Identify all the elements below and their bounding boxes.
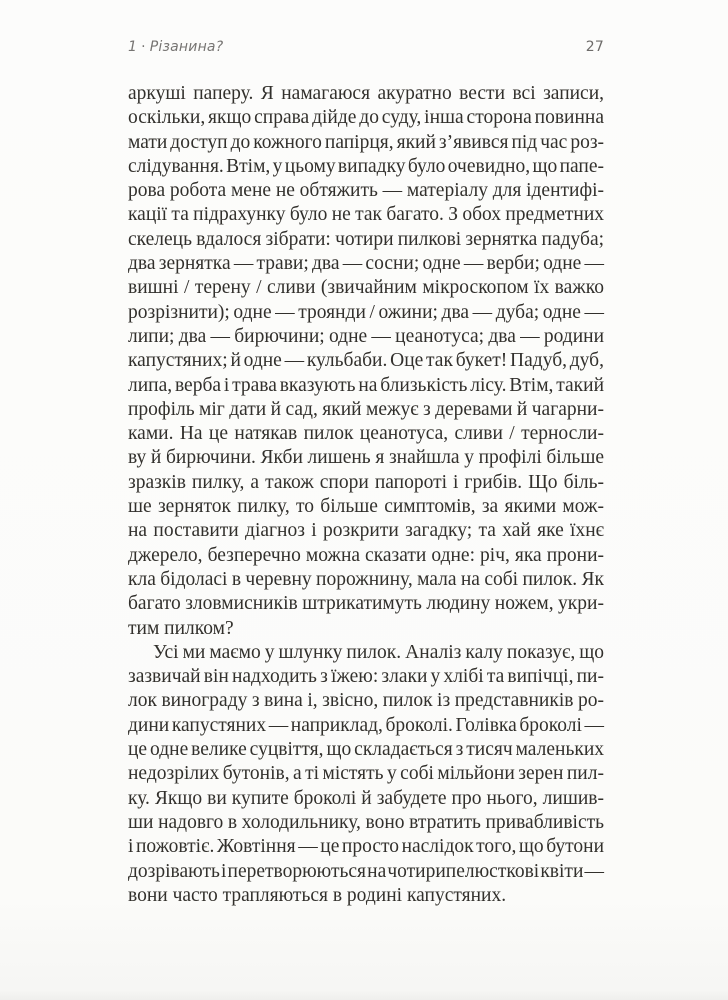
text-line: зразків пилку, а також спори папороті і грибів. Що біль-	[128, 471, 605, 493]
chapter-reference	[128, 39, 223, 55]
text-line: аркуші паперу. Я намагаюся акуратно вести всі записи,	[128, 83, 605, 104]
text-line: капустяних; й одне — кульбаби. Оце так букет! Падуб, дуб,	[128, 350, 604, 372]
text-line: кла бідоласі в черевну порожнину, мала на собі пилок. Як	[128, 568, 605, 590]
text-line: лок винограду з вина і, звісно, пилок із представників ро-	[128, 690, 604, 712]
text-line: профіль міг дати й сад, який межує з деревами й чагарни-	[128, 398, 604, 420]
paragraph	[128, 82, 604, 641]
text-line: мати доступ до кожного папірця, який з’явився під час роз-	[128, 131, 605, 153]
text-line: скелець вдалося зібрати: чотири пилкові зернятка падуба;	[128, 228, 605, 250]
text-line: рова робота мене не обтяжить — матеріалу для ідентифі-	[128, 180, 605, 202]
header-separator: ·	[141, 39, 146, 55]
text-line: слідування. Втім, у цьому випадку було очевидно, що папе-	[128, 155, 605, 177]
text-line: ше зерняток пилку, то більше симптомів, за якими мож-	[128, 496, 605, 518]
text-line: це одне велике суцвіття, що складається з тисяч маленьких	[128, 739, 605, 761]
text-line: недозрілих бутонів, а ті містять у собі мільйони зерен пил-	[128, 763, 604, 785]
text-line: два зернятка — трави; два — сосни; одне — верби; одне —	[128, 253, 605, 275]
text-line: джерело, безперечно можна сказати одне: річ, яка прони-	[128, 544, 605, 566]
text-line: ку. Якщо ви купите броколі й забудете про нього, лишив-	[128, 787, 604, 809]
text-line: вони часто трапляються в родині капустяних.	[128, 884, 507, 906]
text-line: вишні / терену / сливи (звичайним мікроскопом їх важко	[128, 277, 604, 299]
text-line: і пожовтіє. Жовтіння — це просто наслідок того, що бутони	[128, 836, 605, 858]
text-line: ками. На це натякав пилок цеанотуса, сливи / терносли-	[128, 423, 604, 445]
text-line: липи; два — бирючини; одне — цеанотуса; два — родини	[128, 325, 605, 347]
text-line: Усі ми маємо у шлунку пилок. Аналіз калу показує, що	[153, 641, 605, 663]
text-line: липа, верба і трава вказують на близькість лісу. Втім, такий	[128, 374, 605, 396]
text-line: багато зловмисників штрикатимуть людину ножем, укри-	[128, 593, 604, 615]
text-line: ву й бирючини. Якби лишень я знайшла у профілі більше	[128, 447, 604, 469]
text-line: оскільки, якщо справа дійде до суду, інша сторона повинна	[128, 107, 605, 129]
text-line: кації та підрахунку було не так багато. З обох предметних	[128, 204, 605, 226]
text-body	[128, 82, 604, 908]
chapter-number: 1	[128, 39, 138, 55]
text-line: розрізнити); одне — троянди / ожини; два — дуба; одне —	[128, 301, 605, 323]
text-line: ши надовго в холодильнику, воно втратить привабливість	[128, 811, 605, 833]
text-line: дозрівають і перетворюються на чотирипелюсткові квіти —	[128, 860, 605, 882]
paragraph	[128, 641, 604, 908]
running-header	[128, 39, 604, 55]
text-line: зазвичай він надходить з їжею: злаки у хлібі та випічці, пи-	[128, 666, 604, 688]
text-line: дини капустяних — наприклад, броколі. Голівка броколі —	[128, 714, 604, 736]
text-line: на поставити діагноз і розкрити загадку; та хай яке їхнє	[128, 520, 605, 542]
text-line: тим пилком?	[128, 617, 234, 639]
chapter-title: Різанина?	[149, 39, 224, 55]
page-number: 27	[585, 39, 604, 55]
